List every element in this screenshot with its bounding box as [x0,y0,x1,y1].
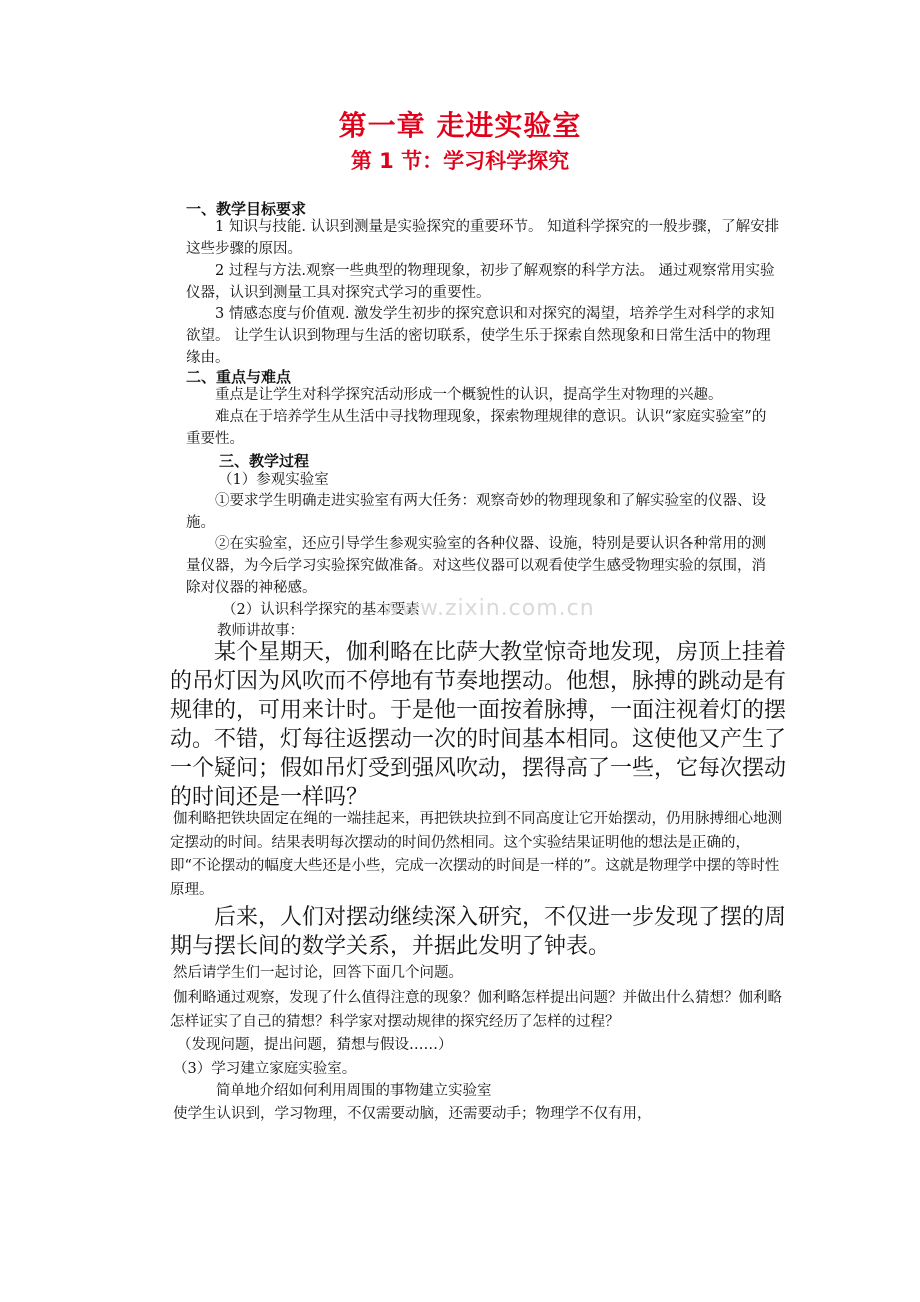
key-point: 重点是让学生对科学探究活动形成一个概貌性的认识，提高学生对物理的兴趣。 [215,387,723,403]
heading-key-points: 二、重点与难点 [186,368,292,386]
closing-text: 使学生认识到，学习物理，不仅需要动脑，还需要动手；物理学不仅有用， [173,1106,652,1122]
objective-1: 1 知识与技能. 认识到测量是实验探究的重要环节。 知道科学探究的一般步骤，了解安排这些步骤的原因。 [186,219,780,257]
home-lab-intro: 简单地介绍如何利用周围的事物建立实验室 [216,1083,492,1099]
story-paragraph-2: 伽利略把铁块固定在绳的一端挂起来，再把铁块拉到不同高度让它开始摆动，仍用脉搏细心地测定摆动的时间。结果表明每次摆动的时间仍然相同。这个实验结果证明他的想法是正确的，即“不论摆动的幅度大些还是小些，完成一次摆动的时间是一样的”。这就是物理学中摆的等时性原理。 [170,811,782,898]
item-2: ②在实验室，还应引导学生参观实验室的各种仪器、设施，特别是要认识各种常用的测量仪器，为今后学习实验探究做准备。对这些仪器可以观看使学生感受物理实验的氛围，消除对仪器的神秘感。 [186,536,766,596]
sub-home-lab: （3）学习建立家庭实验室。 [173,1061,357,1077]
teacher-story-label: 教师讲故事： [217,623,304,639]
difficult-point: 难点在于培养学生从生活中寻找物理现象，探索物理规律的意识。认识“家庭实验室”的重要性。 [186,409,767,447]
objective-2: 2 过程与方法.观察一些典型的物理现象，初步了解观察的科学方法。 通过观察常用实验仪器，认识到测量工具对探究式学习的重要性。 [186,263,775,301]
questions-text: 伽利略通过观察，发现了什么值得注意的现象？伽利略怎样提出问题？并做出什么猜想？伽利略怎样证实了自己的猜想？科学家对摆动规律的探究经历了怎样的过程？ [170,990,782,1030]
sub-visit-lab: （1）参观实验室 [218,472,329,488]
heading-process: 三、教学过程 [219,452,310,470]
story-paragraph-1: 某个星期天，伽利略在比萨大教堂惊奇地发现，房顶上挂着的吊灯因为风吹而不停地有节奏地摆动。他想，脉搏的跳动是有规律的，可用来计时。于是他一面按着脉搏，一面注视着灯的摆动。不错，灯每往返摆动一次的时间基本相同。这使他又产生了一个疑问；假如吊灯受到强风吹动，摆得高了一些，它每次摆动的时间还是一样吗？ [170,640,787,810]
chapter-title: 第一章 走进实验室 [338,109,582,142]
section-subtitle: 第 1 节：学习科学探究 [350,149,570,173]
objective-3: 3 情感态度与价值观. 激发学生初步的探究意识和对探究的渴望，培养学生对科学的求知欲望。 让学生认识到物理与生活的密切联系，使学生乐于探索自然现象和日常生活中的物理缘由。 [186,306,775,366]
story-paragraph-3: 后来，人们对摆动继续深入研究，不仅进一步发现了摆的周期与摆长间的数学关系，并据此发明了钟表。 [170,905,787,959]
heading-objectives: 一、教学目标要求 [186,200,307,218]
watermark: www.zixin.com.cn [382,596,595,621]
hint-text: （发现问题，提出问题，猜想与假设……） [177,1037,453,1053]
item-1: ①要求学生明确走进实验室有两大任务：观察奇妙的物理现象和了解实验室的仪器、设施。 [186,493,766,531]
sub-inquiry-elements: （2）认识科学探究的基本要素 [222,602,420,618]
discuss-text: 然后请学生们一起讨论，回答下面几个问题。 [173,965,463,981]
